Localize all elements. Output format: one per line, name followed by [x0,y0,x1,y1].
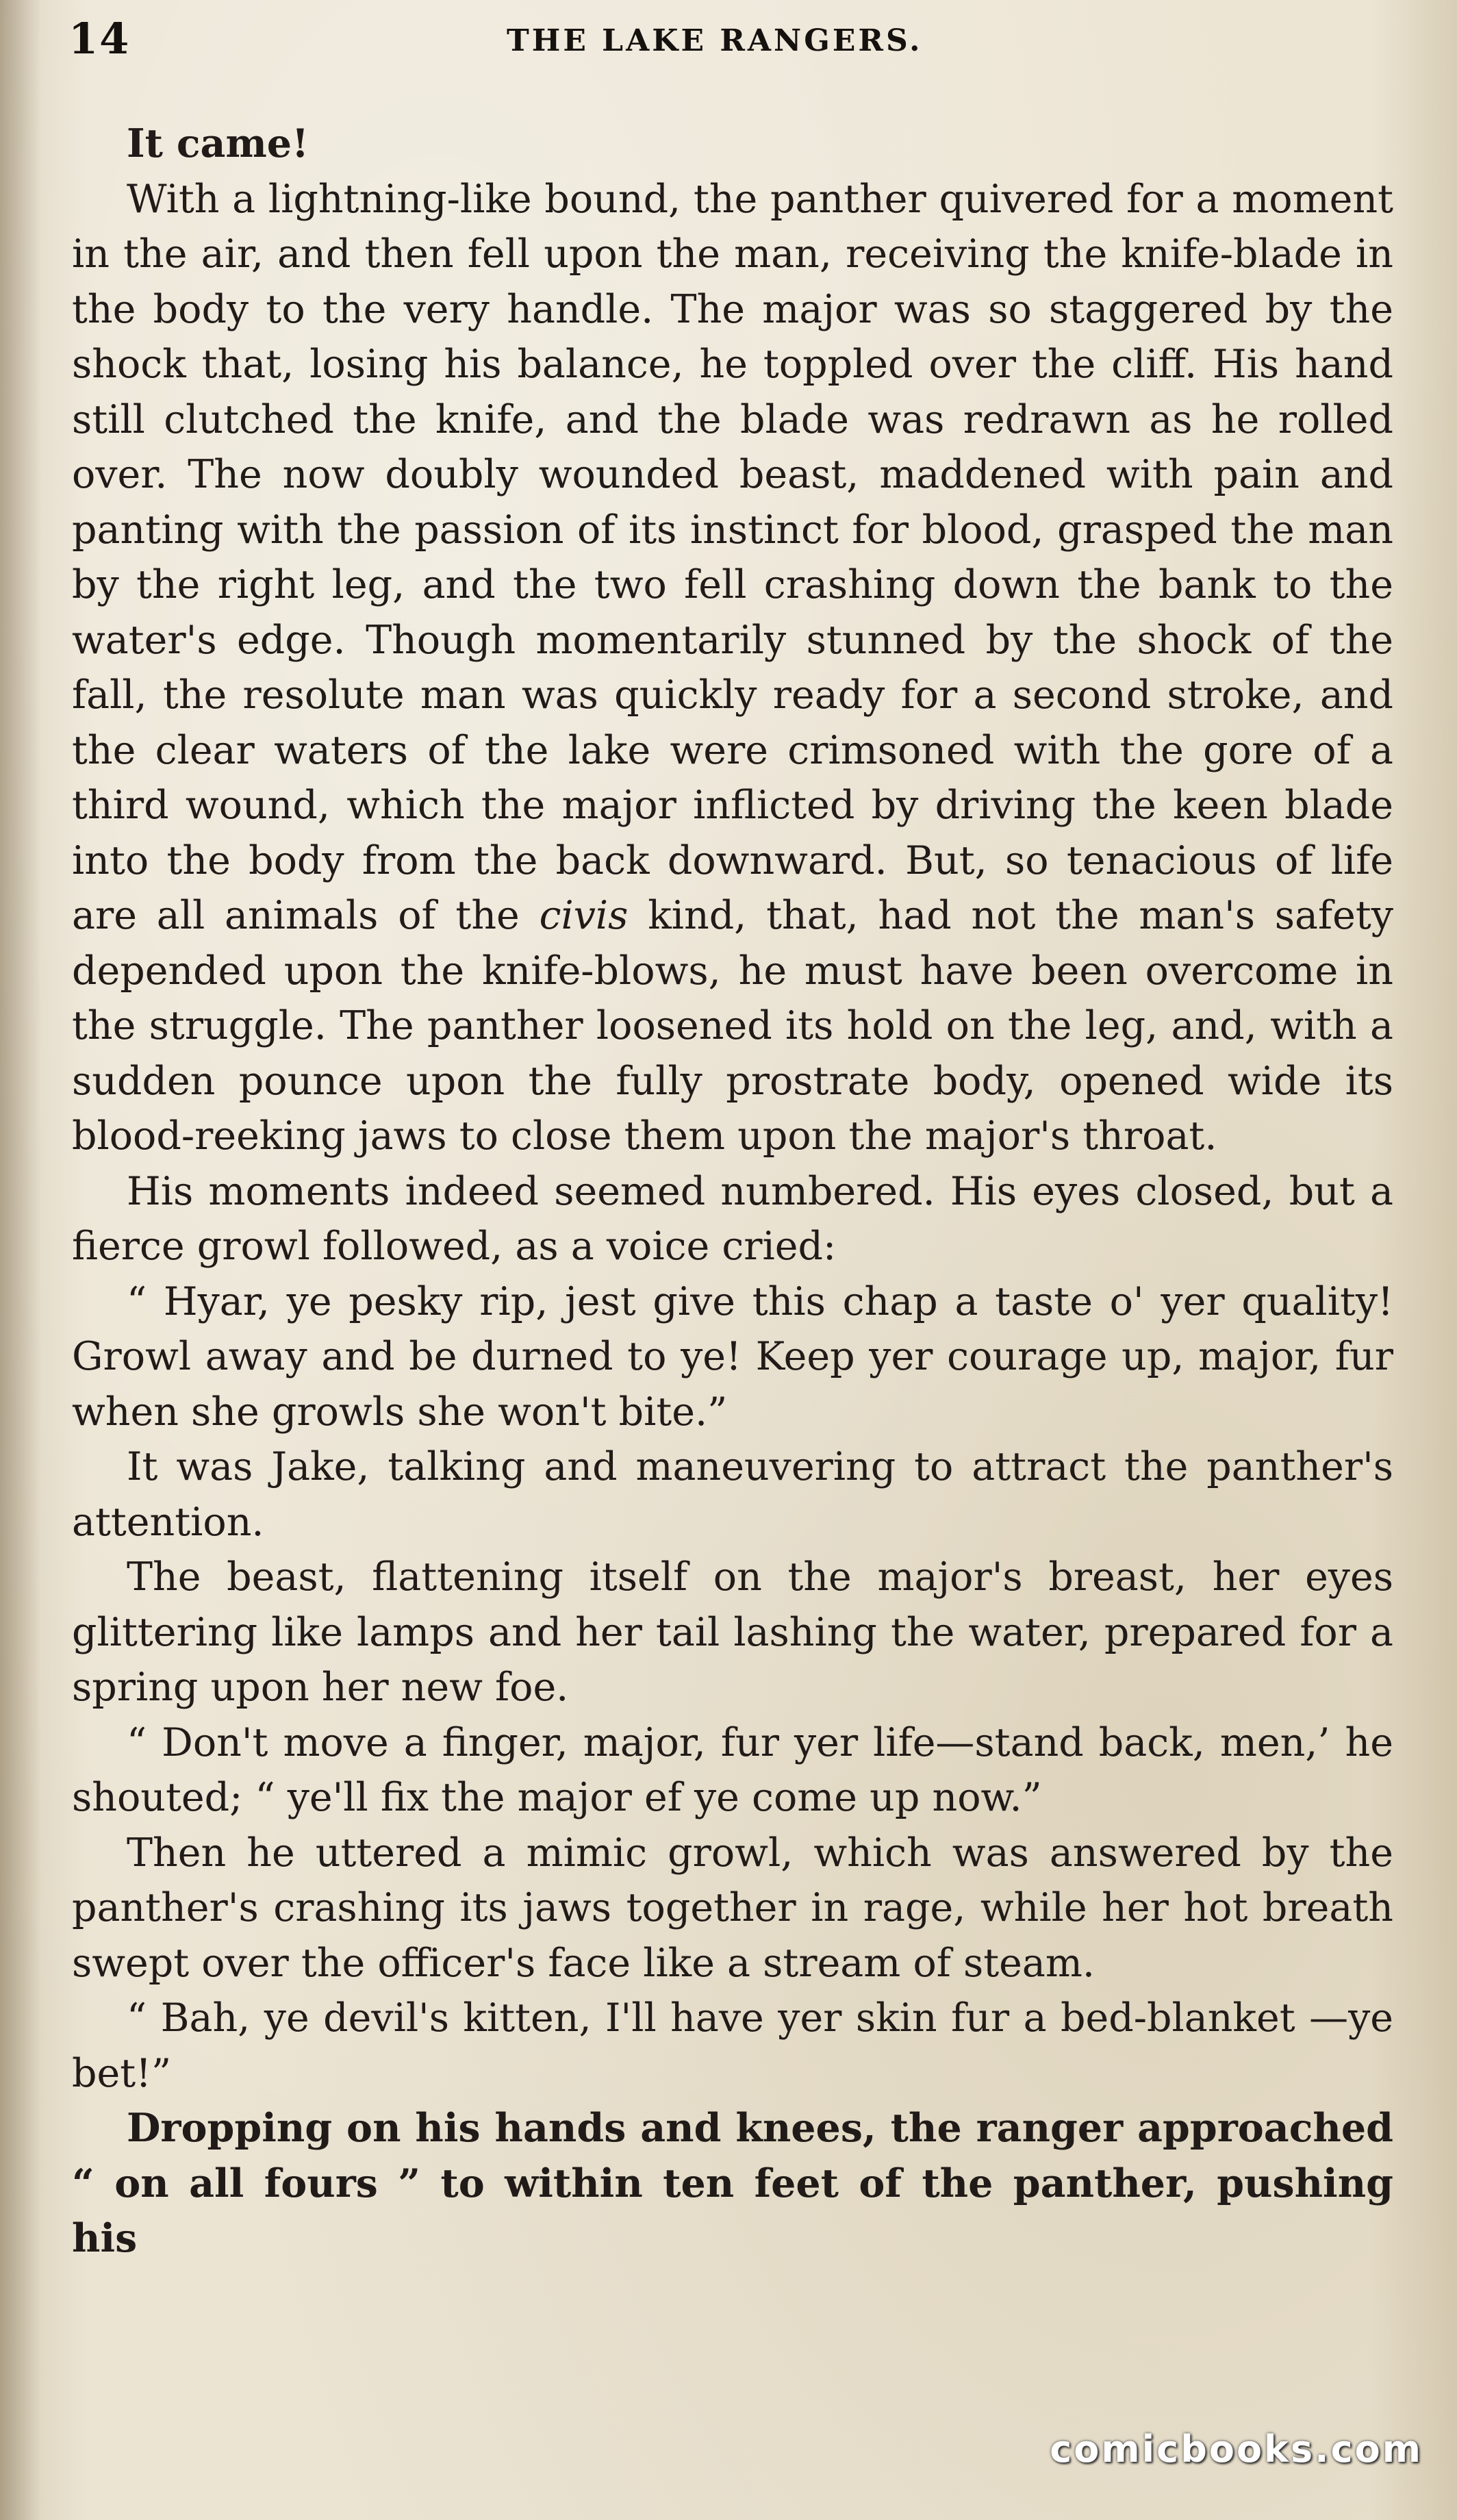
paragraph: It came! [127,121,309,166]
page-number: 14 [68,14,131,64]
paragraph: The beast, flattening itself on the major's breast, her eyes glittering like lamps and her tail lashing the water, prepared for a spring upon her new foe. [72,1554,1393,1710]
watermark: comicbooks.com [1050,2428,1423,2471]
paragraph: His moments indeed seemed numbered. His eyes closed, but a fierce growl followed, as a voice cried: [72,1168,1393,1269]
italic-term: civis [539,893,629,938]
paragraph [72,172,1393,1164]
paragraph: Then he uttered a mimic growl, which was answered by the panther's crashing its jaws together in rage, while her hot breath swept over the officer's face like a stream of steam. [72,1830,1393,1986]
paragraph: It was Jake, talking and maneuvering to attract the panther's attention. [72,1444,1393,1545]
book-title: THE LAKE RANGERS. [507,23,923,58]
binding-shadow [0,0,41,2520]
paragraph-text: With a lightning-like bound, the panther quivered for a moment in the air, and then fell upon the man, receiving the knife-blade in the body to the very handle. The major was so staggered by the shock that, losing his balance, he toppled over the cliff. His hand still clutched the knife, and the blade was redrawn as he rolled over. The now doubly wounded beast, maddened with pain and panting with the passion of its instinct for blood, grasped the man by the right leg, and the two fell crashing down the bank to the water's edge. Though momentarily stunned by the shock of the fall, the resolute man was quickly ready for a second stroke, and the clear waters of the lake were crimsoned with the gore of a third wound, which the major inflicted by driving the keen blade into the body from the back downward. But, so tenacious of life are all animals of the [72,176,1393,938]
paragraph: “ Don't move a finger, major, fur yer life—stand back, men,’ he shouted; “ ye'll fix the major ef ye come up now.” [72,1719,1393,1820]
body-text [72,116,1393,2267]
paragraph: “ Bah, ye devil's kitten, I'll have yer skin fur a bed-blanket —ye bet!” [72,1995,1393,2096]
running-head [0,14,1457,62]
paragraph-text: kind, that, had not the man's safety depended upon the knife-blows, he must have been overcome in the struggle. The panther loosened its hold on the leg, and, with a sudden pounce upon the fully prostrate body, opened wide its blood-reeking jaws to close them upon the major's throat. [72,893,1393,1159]
paragraph: “ Hyar, ye pesky rip, jest give this chap a taste o' yer quality! Growl away and be durned to ye! Keep yer courage up, major, fur when she growls she won't bite.” [72,1278,1393,1435]
paragraph: Dropping on his hands and knees, the ranger approached “ on all fours ” to within ten feet of the panther, pushing his [72,2105,1393,2261]
